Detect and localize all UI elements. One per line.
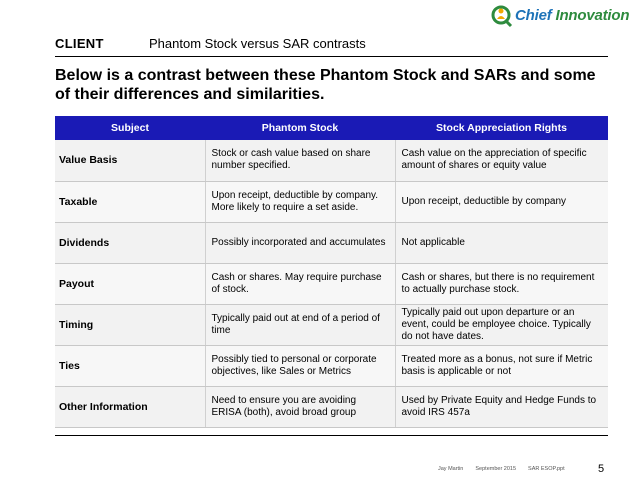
slide-subtitle: Phantom Stock versus SAR contrasts <box>149 36 366 51</box>
logo-text-innovation: Innovation <box>555 6 630 24</box>
table-row <box>55 140 608 181</box>
cell-subject: Taxable <box>55 181 205 222</box>
client-label: CLIENT <box>55 36 104 51</box>
logo-text-chief: Chief <box>515 6 552 24</box>
cell-phantom: Typically paid out at end of a period of time <box>205 304 395 345</box>
cell-subject: Value Basis <box>55 140 205 181</box>
page-number: 5 <box>598 463 605 475</box>
cell-subject: Ties <box>55 345 205 386</box>
cell-sar: Cash or shares, but there is no requirement to actually purchase stock. <box>395 263 608 304</box>
cell-phantom: Possibly incorporated and accumulates <box>205 222 395 263</box>
footer-author: Jay Martin <box>438 466 464 472</box>
footer-date: September 2015 <box>475 466 517 472</box>
cell-subject: Timing <box>55 304 205 345</box>
top-divider <box>55 56 608 57</box>
footer <box>438 466 565 472</box>
table-row <box>55 181 608 222</box>
cell-sar: Upon receipt, deductible by company <box>395 181 608 222</box>
table-row <box>55 222 608 263</box>
cell-phantom: Upon receipt, deductible by company. More likely to require a set aside. <box>205 181 395 222</box>
cell-phantom: Cash or shares. May require purchase of stock. <box>205 263 395 304</box>
cell-phantom: Need to ensure you are avoiding ERISA (both), avoid broad group <box>205 386 395 427</box>
person-q-icon <box>491 2 513 28</box>
cell-subject: Dividends <box>55 222 205 263</box>
cell-subject: Other Information <box>55 386 205 427</box>
footer-file: SAR ESOP.ppt <box>528 466 565 472</box>
table-row <box>55 263 608 304</box>
table-header-row <box>55 116 608 140</box>
cell-sar: Used by Private Equity and Hedge Funds to avoid IRS 457a <box>395 386 608 427</box>
cell-sar: Treated more as a bonus, not sure if Metric basis is applicable or not <box>395 345 608 386</box>
page-heading: Below is a contrast between these Phantom Stock and SARs and some of their differences and similarities. <box>55 67 596 103</box>
cell-sar: Cash value on the appreciation of specific amount of shares or equity value <box>395 140 608 181</box>
logo-text <box>515 7 629 24</box>
column-header-phantom: Phantom Stock <box>205 116 395 140</box>
column-header-subject: Subject <box>55 116 205 140</box>
table-row <box>55 386 608 427</box>
table-row <box>55 304 608 345</box>
table-row <box>55 345 608 386</box>
cell-sar: Typically paid out upon departure or an event, could be employee choice. Typically do not have dates. <box>395 304 608 345</box>
cell-phantom: Stock or cash value based on share number specified. <box>205 140 395 181</box>
cell-subject: Payout <box>55 263 205 304</box>
header-row <box>55 36 366 51</box>
cell-sar: Not applicable <box>395 222 608 263</box>
comparison-table <box>55 116 608 428</box>
cell-phantom: Possibly tied to personal or corporate objectives, like Sales or Metrics <box>205 345 395 386</box>
column-header-sar: Stock Appreciation Rights <box>395 116 608 140</box>
bottom-divider <box>55 435 608 436</box>
company-logo <box>491 2 629 28</box>
